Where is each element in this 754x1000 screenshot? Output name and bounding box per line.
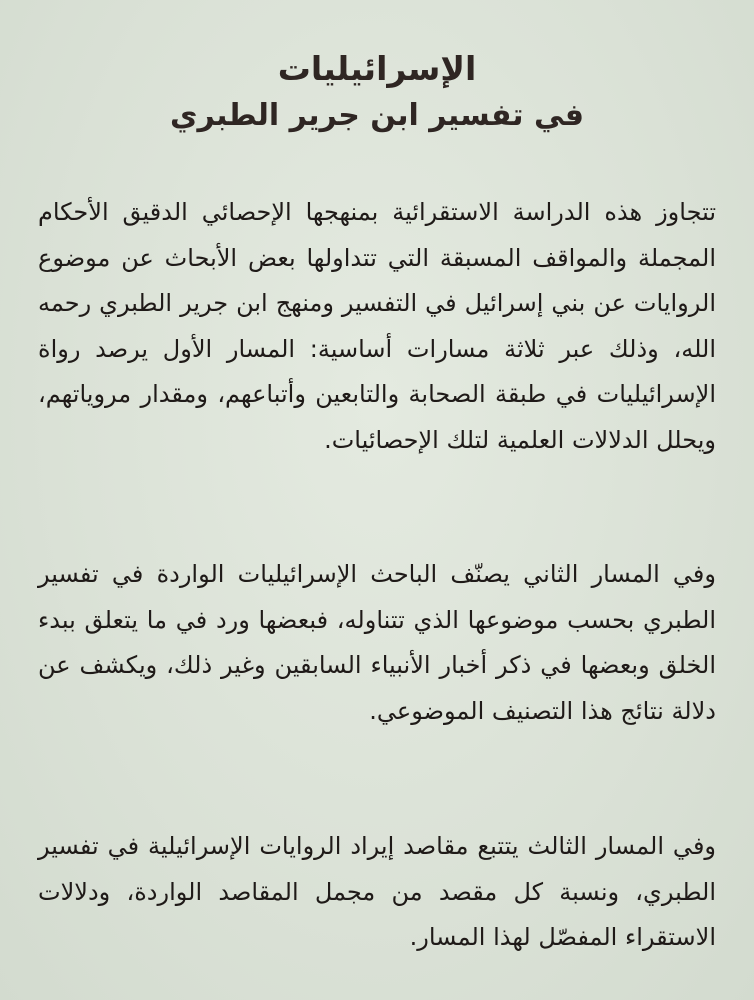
- book-subtitle: في تفسير ابن جرير الطبري: [170, 98, 584, 133]
- book-title: الإسرائيليات: [277, 49, 477, 88]
- title-block: [0, 46, 754, 138]
- paragraph-3: وفي المسار الثالث يتتبع مقاصد إيراد الروايات الإسرائيلية في تفسير الطبري، ونسبة كل مقصد من مجمل المقاصد الواردة، ودلالات الاستقراء المفصّل لهذا المسار.: [38, 832, 716, 951]
- paragraph-1: تتجاوز هذه الدراسة الاستقرائية بمنهجها الإحصائي الدقيق الأحكام المجملة والمواقف المسبقة التي تتداولها بعض الأبحاث عن موضوع الروايات عن بني إسرائيل في التفسير ومنهج ابن جرير الطبري رحمه الله، وذلك عبر ثلاثة مسارات أساسية: المسار الأول يرصد رواة الإسرائيليات في طبقة الصحابة والتابعين وأتباعهم، ومقدار مروياتهم، ويحلل الدلالات العلمية لتلك الإحصائيات.: [38, 198, 716, 454]
- paragraph-2: وفي المسار الثاني يصنّف الباحث الإسرائيليات الواردة في تفسير الطبري بحسب موضوعها الذي تتناوله، فبعضها ورد في ما يتعلق ببدء الخلق وبعضها في ذكر أخبار الأنبياء السابقين وغير ذلك، ويكشف عن دلالة نتائج هذا التصنيف الموضوعي.: [38, 560, 716, 725]
